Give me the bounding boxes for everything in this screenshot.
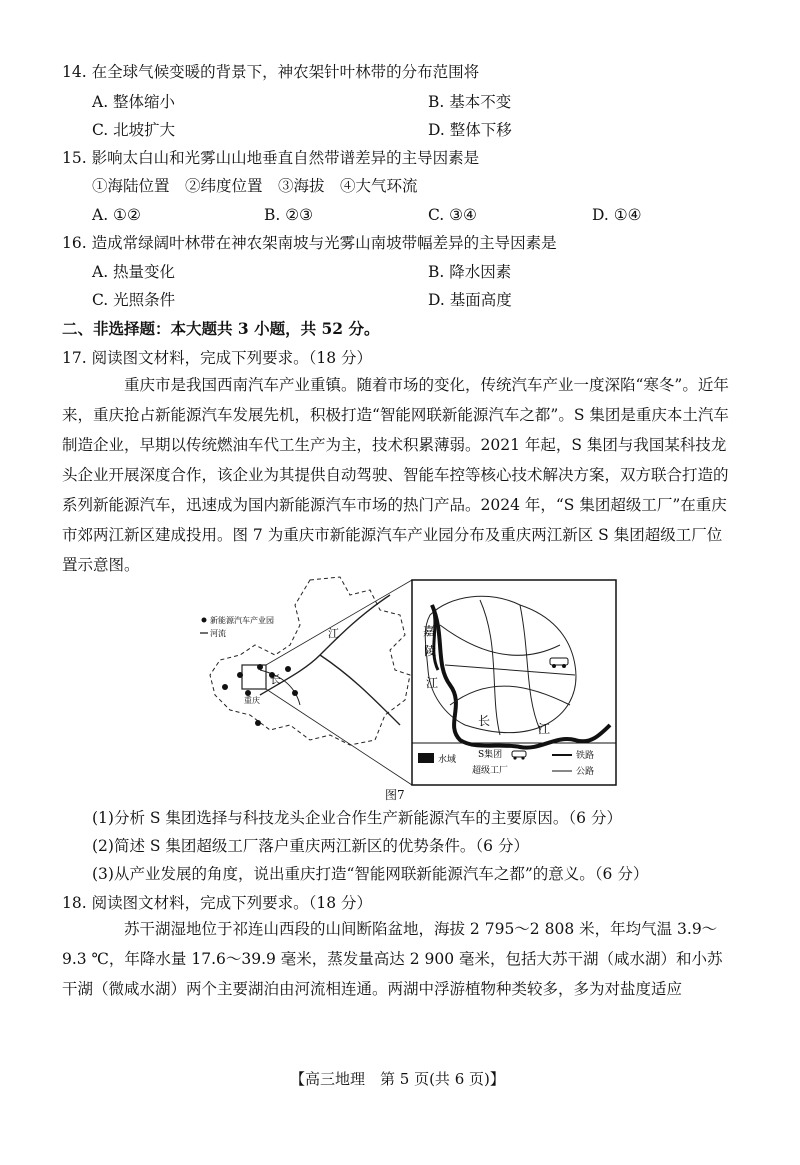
q17-sub1: (1)分析 S 集团选择与科技龙头企业合作生产新能源汽车的主要原因。（6 分） <box>92 809 622 827</box>
q14-option-d: D. 整体下移 <box>428 121 512 139</box>
key-factory-2: 超级工厂 <box>472 766 509 776</box>
legend-river: 河流 <box>210 629 226 638</box>
water-legend-icon <box>418 753 434 763</box>
overview-legend <box>200 615 274 638</box>
label-chang2: 长 <box>478 714 491 728</box>
q15-items: ①海陆位置 ②纬度位置 ③海拔 ④大气环流 <box>92 177 418 195</box>
label-jiang2: 江 <box>426 676 439 690</box>
leader-line-bottom <box>266 689 412 785</box>
figure-7-map <box>200 575 620 790</box>
leader-line-top <box>266 580 412 665</box>
q17-paragraph: 重庆市是我国西南汽车产业重镇。随着市场的变化，传统汽车产业一度深陷“寒冬”。近年来，重庆抢占新能源汽车发展先机，积极打造“智能网联新能源汽车之都”。S 集团是重庆本土汽车制造企业，早期以传统燃油车代工生产为主，技术积累薄弱。2021 年起，S 集团与我国某科技龙头企业开展深度合作，该企业为其提供自动驾驶、智能车控等核心技术解决方案，双方联合打造的系列新能源汽车，迅速成为国内新能源汽车市场的热门产品。2024 年，“S 集团超级工厂”在重庆市郊两江新区建成投用。图 7 为重庆市新能源汽车产业园分布及重庆两江新区 S 集团超级工厂位置示意图。 <box>62 376 729 574</box>
q16-option-c: C. 光照条件 <box>92 291 176 309</box>
label-jiang3: 江 <box>538 722 551 736</box>
q14-option-b: B. 基本不变 <box>428 93 512 111</box>
q17-sub2: (2)简述 S 集团超级工厂落户重庆两江新区的优势条件。（6 分） <box>92 837 529 855</box>
label-jiang: 江 <box>328 627 339 640</box>
q15-stem: 15. 影响太白山和光雾山山地垂直自然带谱差异的主导因素是 <box>62 149 480 167</box>
key-road: 公路 <box>576 767 595 777</box>
label-ling: 陵 <box>424 644 437 658</box>
legend-park: 新能源汽车产业园 <box>210 616 274 625</box>
q14-option-a: A. 整体缩小 <box>92 93 176 111</box>
label-chang: 长 <box>270 673 281 686</box>
q16-option-b: B. 降水因素 <box>428 263 512 281</box>
q16-option-a: A. 热量变化 <box>92 263 176 281</box>
q16-stem: 16. 造成常绿阔叶林带在神农架南坡与光雾山南坡带幅差异的主导因素是 <box>62 234 557 252</box>
q14-stem: 14. 在全球气候变暖的背景下，神农架针叶林带的分布范围将 <box>62 63 480 81</box>
q15-option-a: A. ①② <box>92 206 141 224</box>
key-rail: 铁路 <box>576 751 595 761</box>
key-factory-1: S集团 <box>478 750 503 760</box>
label-chongqing: 重庆 <box>244 696 260 705</box>
q17-sub3: (3)从产业发展的角度，说出重庆打造“智能网联新能源汽车之都”的意义。（6 分） <box>92 865 649 883</box>
q16-option-d: D. 基面高度 <box>428 291 512 309</box>
key-water: 水域 <box>438 755 457 765</box>
park-legend-icon <box>202 618 207 623</box>
q15-option-d: D. ①④ <box>592 206 642 224</box>
q14-option-c: C. 北坡扩大 <box>92 121 176 139</box>
figure-caption: 图7 <box>385 788 405 802</box>
q17-stem: 17. 阅读图文材料，完成下列要求。（18 分） <box>62 349 372 367</box>
q15-option-c: C. ③④ <box>428 206 477 224</box>
q15-option-b: B. ②③ <box>264 206 314 224</box>
section-heading: 二、非选择题：本大题共 3 小题，共 52 分。 <box>62 319 380 338</box>
page-footer: 【高三地理 第 5 页(共 6 页)】 <box>290 1070 505 1088</box>
q18-stem: 18. 阅读图文材料，完成下列要求。（18 分） <box>62 894 372 912</box>
label-jia: 嘉 <box>423 624 436 638</box>
overview-map <box>210 577 410 745</box>
q18-paragraph: 苏干湖湿地位于祁连山西段的山间断陷盆地，海拔 2 795～2 808 米，年均气温 3.9～9.3 ℃，年降水量 17.6～39.9 毫米，蒸发量高达 2 900 毫米，包括大苏干湖（咸水湖）和小苏干湖（微咸水湖）两个主要湖泊由河流相连通。两湖中浮游植物种类较多，多为对盐度适应 <box>62 920 723 998</box>
